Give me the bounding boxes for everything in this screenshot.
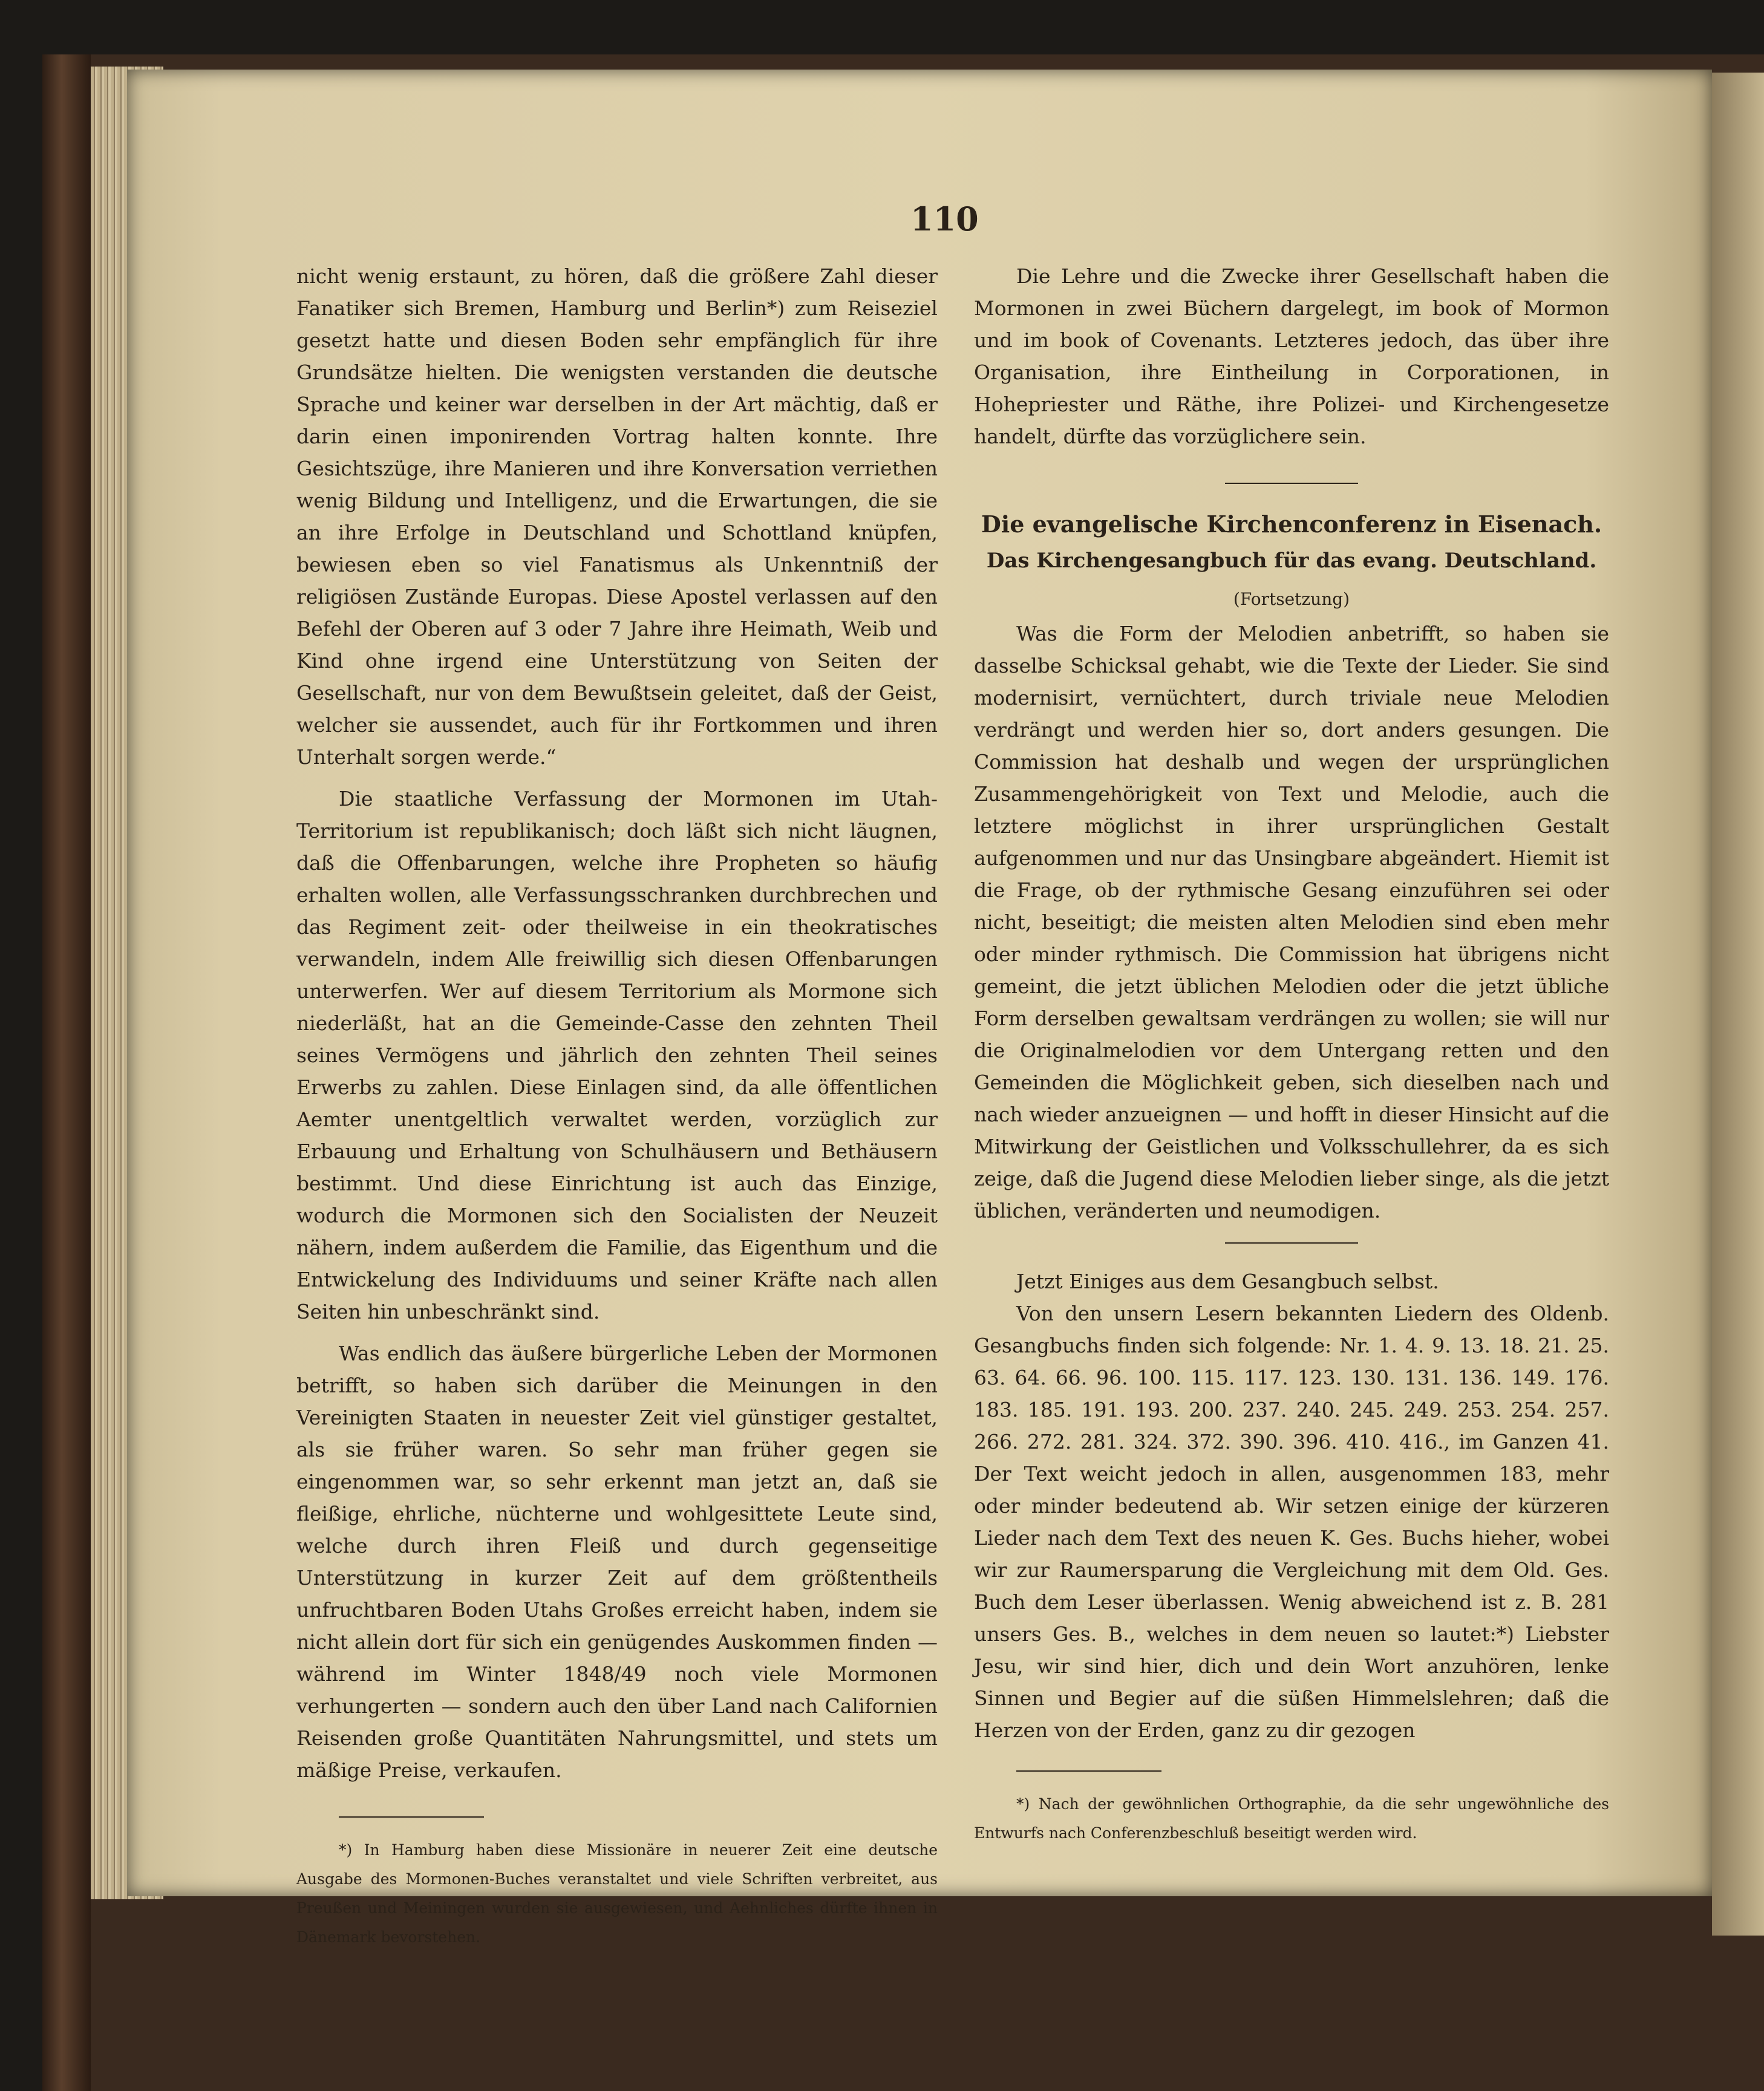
right-column [974, 260, 1609, 1858]
right-paragraph-3: Von den unsern Lesern bekannten Liedern des Oldenb. Gesangbuchs finden sich folgende: Nr. 1. 4. 9. 13. 18. 21. 25. 63. 64. 66. 96. 100. 115. 117. 123. 130. 131. 136. 149. 176. 183. 185. 191. 193. 200. 237. 240. 245. 249. 253. 254. 257. 266. 272. 281. 324. 372. 390. 396. 410. 416., im Ganzen 41. Der Text weicht jedoch in allen, ausgenommen 183, mehr oder minder bedeutend ab. Wir setzen einige der kürzeren Lieder nach dem Text des neuen K. Ges. Buchs hieher, wobei wir zur Raumersparung die Vergleichung mit dem Old. Ges. Buch dem Leser überlassen. Wenig abweichend ist z. B. 281 unsers Ges. B., welches in dem neuen so lautet:*) Liebster Jesu, wir sind hier, dich und dein Wort anzuhören, lenke Sinnen und Begier auf die süßen Himmelslehren; daß die Herzen von der Erden, ganz zu dir gezogen [974, 1302, 1609, 1742]
page-number: 110 [910, 200, 979, 238]
right-intro-paragraph: Die Lehre und die Zwecke ihrer Gesellschaft haben die Mormonen in zwei Büchern dargelegt, im book of Mormon und im book of Covenants. Letzteres jedoch, das über ihre Organisation, ihre Eintheilung in Corporationen, in Hohepriester und Räthe, ihre Polizei- und Kirchengesetze handelt, dürfte das vorzüglichere sein. [974, 264, 1609, 448]
continuation-label: (Fortsetzung) [1233, 589, 1350, 609]
bleed-through-text [309, 160, 405, 267]
left-paragraph-1: nicht wenig erstaunt, zu hören, daß die größere Zahl dieser Fanatiker sich Bremen, Hamburg und Berlin*) zum Reiseziel gesetzt hatte und diesen Boden sehr empfänglich für ihre Grundsätze hielten. Die wenigsten verstanden die deutsche Sprache und keiner war derselben in der Art mächtig, daß er darin einen imponirenden Vortrag halten konnte. Ihre Gesichtszüge, ihre Manieren und ihre Konversation verriethen wenig Bildung und Intelligenz, und die Erwartungen, die sie an ihre Erfolge in Deutschland und Schottland knüpfen, bewiesen eben so viel Fanatismus als Unkenntniß der religiösen Zustände Europas. Diese Apostel verlassen auf den Befehl der Oberen auf 3 oder 7 Jahre ihre Heimath, Weib und Kind ohne irgend eine Unterstützung von Seiten der Gesellschaft, nur von dem Bewußtsein geleitet, daß der Geist, welcher sie aussendet, auch für ihr Fortkommen und ihren Unterhalt sorgen werde.“ [296, 264, 938, 769]
article-subheading: Das Kirchengesangbuch für das evang. Deutschland. [986, 549, 1597, 573]
left-paragraph-2: Die staatliche Verfassung der Mormonen im Utah-Territorium ist republikanisch; doch läßt sich nicht läugnen, daß die Offenbarungen, welche ihre Propheten so häufig erhalten wollen, alle Verfassungsschranken durchbrechen und das Regiment zeit- oder theilweise in ein theokratisches verwandeln, indem Alle freiwillig sich diesen Offenbarungen unterwerfen. Wer auf diesem Territorium als Mormone sich niederläßt, hat an die Gemeinde-Casse den zehnten Theil seines Vermögens und jährlich den zehnten Theil seines Erwerbs zu zahlen. Diese Einlagen sind, da alle öffentlichen Aemter unentgeltlich verwaltet werden, vorzüglich zur Erbauung und Erhaltung von Schulhäusern und Bethäusern bestimmt. Und diese Einrichtung ist auch das Einzige, wodurch die Mormonen sich den Socialisten der Neuzeit nähern, indem außerdem die Familie, das Eigenthum und die Entwickelung des Individuums und seiner Kräfte nach allen Seiten hin unbeschränkt sind. [296, 787, 938, 1323]
footnote-rule-right [1016, 1770, 1161, 1772]
left-paragraph-3: Was endlich das äußere bürgerliche Leben der Mormonen betrifft, so haben sich darüber die Meinungen in den Vereinigten Staaten in neuester Zeit viel günstiger gestaltet, als sie früher waren. So sehr man früher gegen sie eingenommen war, so sehr erkennt man jetzt an, daß sie fleißige, ehrliche, nüchterne und wohlgesittete Leute sind, welche durch ihren Fleiß und durch gegenseitige Unterstützung in kurzer Zeit auf dem größtentheils unfruchtbaren Boden Utahs Großes erreicht haben, indem sie nicht allein dort für sich ein genügendes Auskommen finden — während im Winter 1848/49 noch viele Mormonen verhungerten — sondern auch den über Land nach Californien Reisenden große Quantitäten Nahrungsmittel, und stets um mäßige Preise, verkaufen. [296, 1342, 938, 1782]
right-paragraph-2: Jetzt Einiges aus dem Gesangbuch selbst. [1016, 1270, 1439, 1293]
article-heading: Die evangelische Kirchenconferenz in Eisenach. [981, 511, 1602, 538]
footnote-rule [339, 1816, 484, 1818]
left-column [296, 260, 938, 1962]
section-divider-2 [1225, 1242, 1358, 1244]
section-divider [1225, 483, 1358, 484]
right-paragraph-1: Was die Form der Melodien anbetrifft, so haben sie dasselbe Schicksal gehabt, wie die Texte der Lieder. Sie sind modernisirt, vernüchtert, durch triviale neue Melodien verdrängt und werden hier so, dort anders gesungen. Die Commission hat deshalb und wegen der ursprünglichen Zusammengehörigkeit von Text und Melodie, auch die letztere möglichst in ihrer ursprünglichen Gestalt aufgenommen und nur das Unsingbare abgeändert. Hiemit ist die Frage, ob der rythmische Gesang einzuführen sei oder nicht, beseitigt; die meisten alten Melodien sind eben mehr oder minder rythmisch. Die Commission hat übrigens nicht gemeint, die jetzt üblichen Melodien oder die jetzt übliche Form derselben gewaltsam verdrängen zu wollen; sie will nur die Originalmelodien vor dem Untergang retten und den Gemeinden die Möglichkeit geben, sich dieselben nach und nach wieder anzueignen — und hofft in dieser Hinsicht auf die Mitwirkung der Geistlichen und Volksschullehrer, da es sich zeige, daß die Jugend diese Melodien lieber singe, als die jetzt üblichen, veränderten und neumodigen. [974, 622, 1609, 1222]
left-footnote: *) In Hamburg haben diese Missionäre in neuerer Zeit eine deutsche Ausgabe des Mormonen-Buches veranstaltet und viele Schriften verbreitet, aus Preußen und Meiningen wurden sie ausgewiesen, und Aehnliches dürfte ihnen in Dänemark bevorstehen. [296, 1841, 938, 1946]
facing-page-edge [1712, 73, 1764, 1936]
right-footnote: *) Nach der gewöhnlichen Orthographie, da die sehr ungewöhnliche des Entwurfs nach Conferenzbeschluß beseitigt werden wird. [974, 1795, 1609, 1842]
book-spine [42, 54, 91, 2091]
